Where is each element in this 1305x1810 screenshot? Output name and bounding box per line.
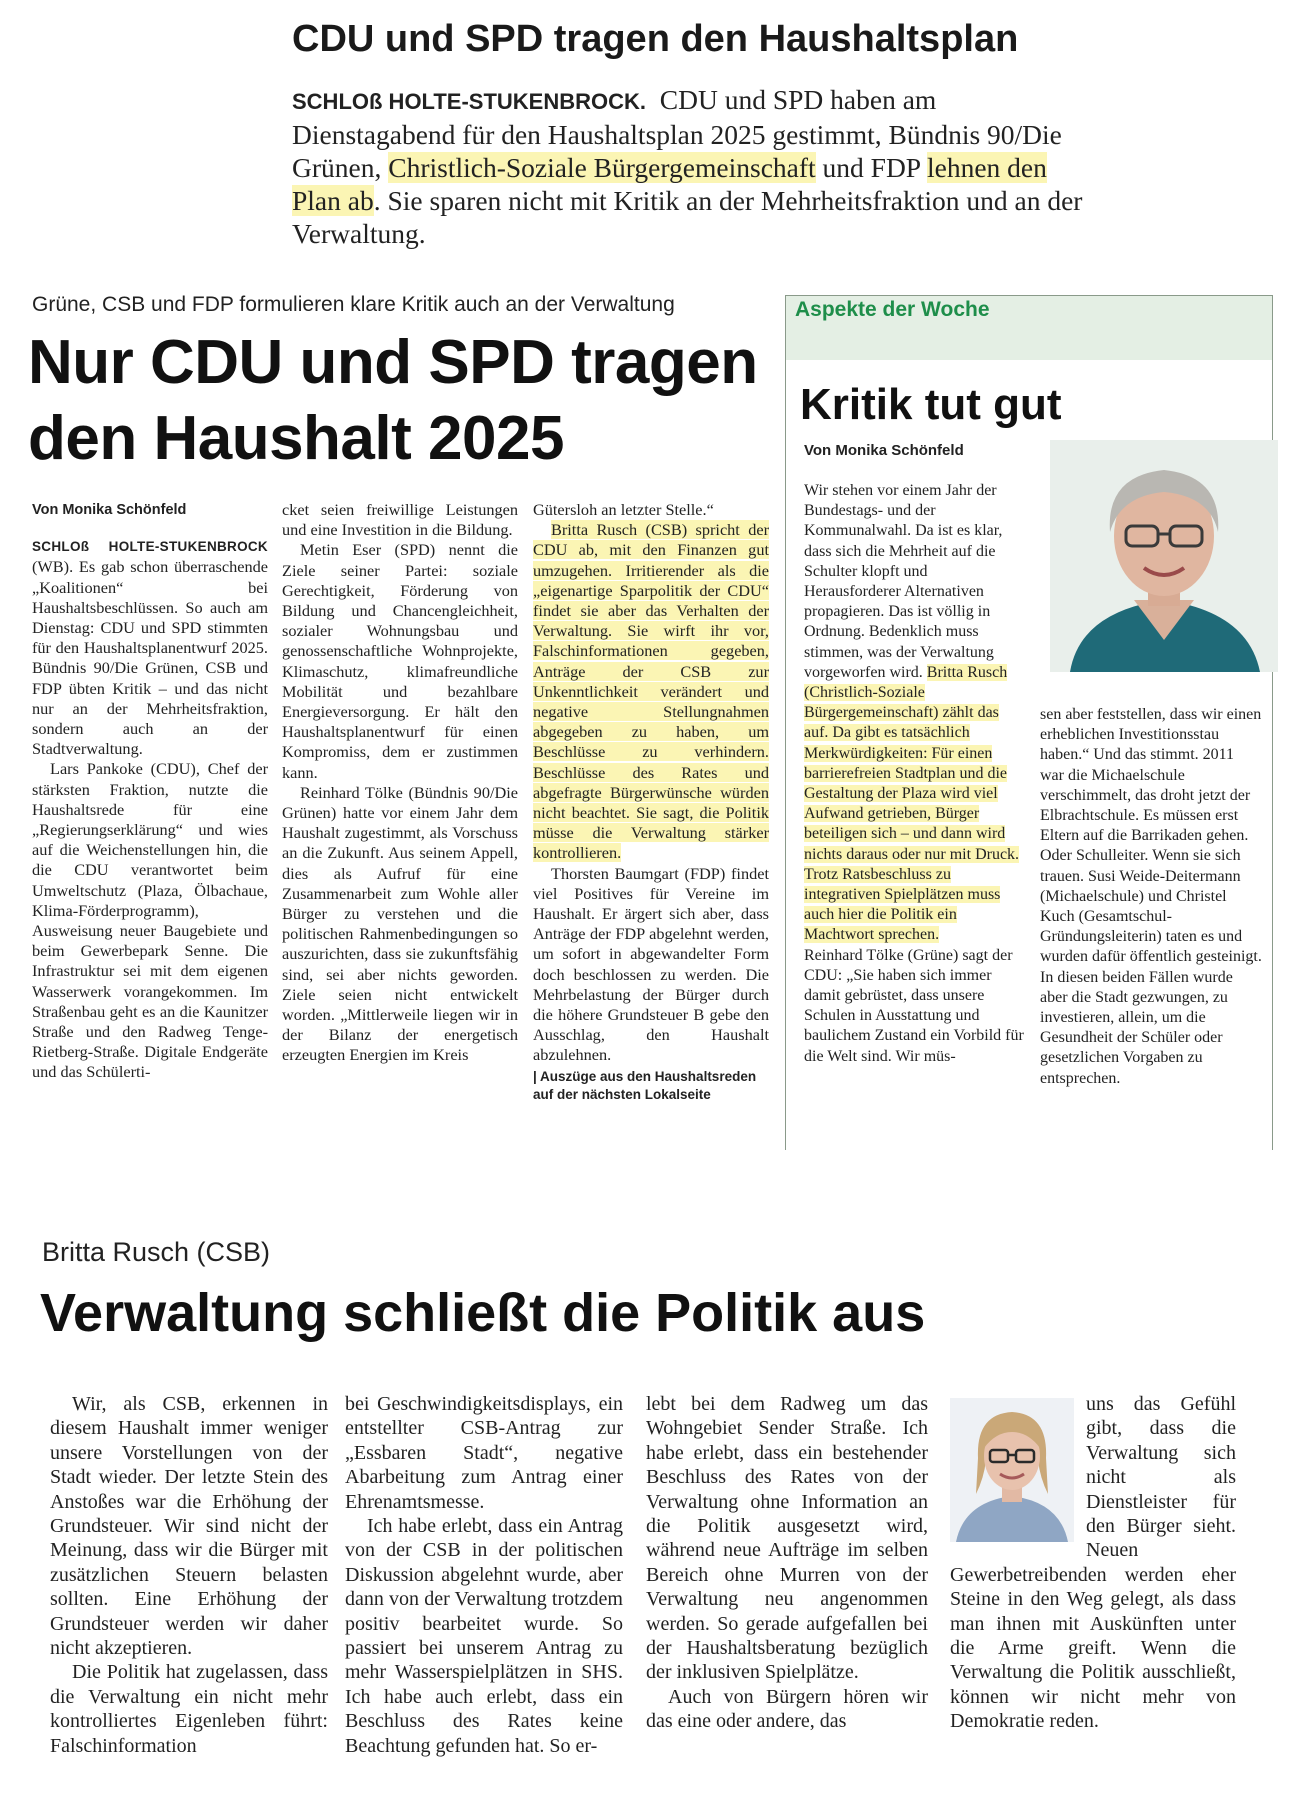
block2-byline: Von Monika Schönfeld (32, 502, 187, 518)
block2-dateline: SCHLOß HOLTE-STUKENBROCK (32, 539, 268, 555)
block2-col1-paragraph-2: Lars Pankoke (CDU), Chef der stärksten Fraktion, nutzte die Haushaltsrede für eine „Regierungserklärung“ und wies auf die Weichenstellungen hin, die die CDU verantwortet beim Umweltschutz (Plaza, Ölbachaue, Klima-Förderprogramm), Ausweisung neuer Baugebiete und beim Gewerbepark Senne. Die Infrastruktur sei mit dem eigenen Wasserwerk vorangekommen. Im Straßenbau geht es an die Kaunitzer Straße und den Radweg Tenge-Rietberg-Straße. Digitale Endgeräte und das Schülerti- (32, 759, 268, 1082)
block3-headline: Kritik tut gut (800, 380, 1062, 429)
block1-headline: CDU und SPD tragen den Haushaltsplan (292, 18, 1019, 60)
block3-byline: Von Monika Schönfeld (804, 442, 964, 459)
block2-col2-paragraph-1: cket seien freiwillige Leistungen und eine Investition in die Bildung. (282, 500, 518, 540)
block4-col1-paragraph-2: Die Politik hat zugelassen, dass die Verwaltung ein nicht mehr kontrolliertes Eigenleben führt: Falschinformation (50, 1661, 328, 1757)
block2-col2-paragraph-3: Reinhard Tölke (Bündnis 90/Die Grünen) hatte vor einem Jahr dem Haushalt zugestimmt, als Vorschuss an die Zukunft. Aus seinem Appell, dies als Aufruf für eine Zusammenarbeit zum Wohle aller Bürger zu verstehen und die politischen Rahmenbedingungen so auszurichten, dass sie zukunftsfähig sind, sei aber nichts geworden. Ziele seien nicht entwickelt worden. „Mittlerweile liegen wir in der Bilanz der energetisch erzeugten Energien im Kreis (282, 782, 518, 1065)
block3-col1-paragraph (804, 481, 1026, 946)
block1-lead-b: und FDP (815, 152, 927, 183)
block1-dateline: SCHLOß HOLTE-STUKENBROCK. (292, 89, 647, 114)
block4-col4-paragraph-1: uns das Gefühl gibt, dass die Verwaltung sich nicht als Dienstleister für den Bürger sieht. Neuen Gewerbetreibenden werden eher Steine in den Weg gelegt, als dass man ihnen mit Auskünften unter die Arme greift. Wenn die Verwaltung die Politik ausschließt, können wir nicht mehr von Demokratie reden. (950, 1393, 1236, 1733)
block2-col1-paragraph-1 (32, 536, 268, 759)
block3-column-1 (804, 481, 1026, 1067)
block4-col1-paragraph-1: Wir, als CSB, erkennen in diesem Haushalt immer weniger unsere Vorstellungen von der Stadt wieder. Der letzte Stein des Anstoßes war die Erhöhung der Grundsteuer. Wir sind nicht der Meinung, dass wir die Bürger mit zusätzlichen Steuern belasten sollten. Eine Erhöhung der Grundsteuer werden wir daher nicht akzeptieren. (50, 1393, 328, 1660)
block3-col1-text-a: Wir stehen vor einem Jahr der Bundestags- und der Kommunalwahl. Da ist es klar, dass sich die Mehrheit auf die Schulter klopft und Herausforderer Alternativen propagieren. Das ist völlig in Ordnung. Bedenklich muss stimmen, was der Verwaltung vorgeworfen wird. (804, 482, 1003, 681)
block2-reference-note: | Auszüge aus den Haushaltsreden auf der nächsten Lokalseite (533, 1068, 757, 1102)
block1-lead-highlight-2: lehnen den Plan ab (292, 152, 1047, 216)
block4-column-4 (950, 1392, 1236, 1734)
block3-col1-paragraph-2: Reinhard Tölke (Grüne) sagt der CDU: „Sie haben sich immer damit gebrüstet, dass unsere Schulen in Ausstattung und baulichem Zustand ein Vorbild für die Welt sind. Wir müs- (804, 946, 1024, 1065)
block4-headline: Verwaltung schließt die Politik aus (40, 1283, 926, 1343)
portrait-photo-monika-schoenfeld (1050, 440, 1278, 672)
block4-column-3 (646, 1392, 928, 1734)
block2-col3-paragraph-2 (533, 520, 769, 863)
block4-col2-paragraph-2: Ich habe erlebt, dass ein Antrag von der CSB in der politischen Diskussion abgelehnt wurde, aber dann von der Verwaltung trotzdem positiv bearbeitet wurde. So passiert bei unserem Antrag zu mehr Wasserspielplätzen in SHS. Ich habe auch erlebt, dass ein Beschluss des Rates keine Beachtung gefunden hat. So er- (345, 1515, 623, 1757)
block4-column-1 (50, 1392, 328, 1758)
block2-col2-paragraph-2: Metin Eser (SPD) nennt die Ziele seiner Partei: soziale Gerechtigkeit, Förderung von Bildung und Chancengleichheit, sozialer Wohnungsbau und genossenschaftliche Wohnprojekte, Klimaschutz, klimafreundliche Mobilität und bezahlbare Energieversorgung. Er hält den Haushaltsplanentwurf für einen Kompromiss, dem er zustimmen kann. (282, 540, 518, 782)
block3-column-2 (1040, 705, 1262, 1089)
block2-headline: Nur CDU und SPD tragen den Haushalt 2025 (28, 328, 758, 473)
block4-col2-paragraph-1: bei Geschwindigkeitsdisplays, ein entstellter CSB-Antrag zur „Essbaren Stadt“, negative Abarbeitung zum Antrag einer Ehrenamtsmesse. (345, 1393, 623, 1513)
block2-col3-paragraph-1: Gütersloh an letzter Stelle.“ (533, 500, 714, 519)
portrait-photo-britta-rusch (950, 1398, 1074, 1542)
block1-lead-a: CDU und SPD haben am Dienstagabend für den Haushaltsplan 2025 gestimmt, Bündnis 90/Die Grünen, (292, 84, 1062, 183)
block1-lead (292, 83, 1092, 250)
aspekte-band-label: Aspekte der Woche (795, 298, 990, 321)
block4-col3-paragraph-1: lebt bei dem Radweg um das Wohngebiet Sender Straße. Ich habe erlebt, dass ein bestehender Beschluss des Rates von der Verwaltung ohne Information an die Politik ausgesetzt wird, während neue Aufträge im selben Bereich ohne Murren von der Verwaltung neu angenommen werden. So gerade aufgefallen bei der Haushaltsberatung bezüglich der inklusiven Spielplätze. (646, 1393, 928, 1684)
block2-col1-text-1: (WB). Es gab schon überraschende „Koalitionen“ bei Haushaltsbeschlüssen. So auch am Dienstag: CDU und SPD stimmten für den Haushaltsplanentwurf 2025. Bündnis 90/Die Grünen, CSB und FDP übten Kritik – und das nicht nur an der Mehrheitsfraktion, sondern auch an der Stadtverwaltung. (32, 557, 268, 759)
block4-col3-paragraph-2: Auch von Bürgern hören wir das eine oder andere, das (646, 1685, 928, 1733)
block2-column-2 (282, 500, 518, 1066)
block2-column-1 (32, 500, 268, 1083)
block4-column-2 (345, 1392, 623, 1758)
block3-col1-highlight: Britta Rusch (Christlich-Soziale Bürgergemeinschaft) zählt das auf. Da gibt es tatsächlich Merkwürdigkeiten: Für einen barrierefreien Stadtplan und die Gestaltung der Plaza wird viel Aufwand getrieben, Bürger beteiligen sich – und dann wird nichts daraus oder nur mit Druck. Trotz Ratsbeschluss zu integrativen Spielplätzen muss auch hier die Politik ein Machtwort sprechen. (804, 663, 1020, 944)
block2-column-3 (533, 500, 769, 1104)
block3-col2-paragraph: sen aber feststellen, dass wir einen erheblichen Investitionsstau haben.“ Und das stimmt. 2011 war die Michaelschule verschimmelt, das droht jetzt der Elbrachtschule. Es müssen erst Eltern auf die Barrikaden gehen. Oder Schulleiter. Wenn sie sich trauen. Susi Weide-Deitermann (Michaelschule) und Christel Kuch (Gesamtschul-Gründungsleiterin) taten es und wurden dafür öffentlich gesteinigt. In diesen beiden Fällen wurde aber die Stadt gezwungen, zu investieren, allein, um die Gesundheit der Schüler oder gesetzlichen Vorgaben zu entsprechen. (1040, 706, 1262, 1087)
block2-col3-highlight: Britta Rusch (CSB) spricht der CDU ab, mit den Finanzen gut umzugehen. Irritierender als die „eigenartige Sparpolitik der CDU“ findet sie aber das Verhalten der Verwaltung. Sie wirft ihr vor, Falschinformationen gegeben, Anträge der CSB zur Unkenntlichkeit verändert und negative Stellungnahmen abgegeben zu haben, um Beschlüsse zu verhindern. Beschlüsse des Rates und abgefragte Bürgerwünsche würden nicht beachtet. Sie sagt, die Politik müsse die Verwaltung stärker kontrollieren. (533, 520, 769, 863)
block2-col3-paragraph-3: Thorsten Baumgart (FDP) findet viel Positives für Vereine im Haushalt. Er ärgert sich aber, dass Anträge der FDP abgelehnt werden, um sofort in abgewandelter Form doch beschlossen zu werden. Die Mehrbelastung der Bürger durch die höhere Grundsteuer B gebe den Ausschlag, den Haushalt abzulehnen. (533, 863, 769, 1065)
block2-kicker: Grüne, CSB und FDP formulieren klare Kritik auch an der Verwaltung (32, 293, 675, 316)
block1-lead-c: . Sie sparen nicht mit Kritik an der Mehrheitsfraktion und an der Verwaltung. (292, 185, 1083, 249)
block4-kicker: Britta Rusch (CSB) (42, 1237, 271, 1267)
block1-lead-highlight-1: Christlich-Soziale Bürgergemeinschaft (388, 152, 816, 183)
